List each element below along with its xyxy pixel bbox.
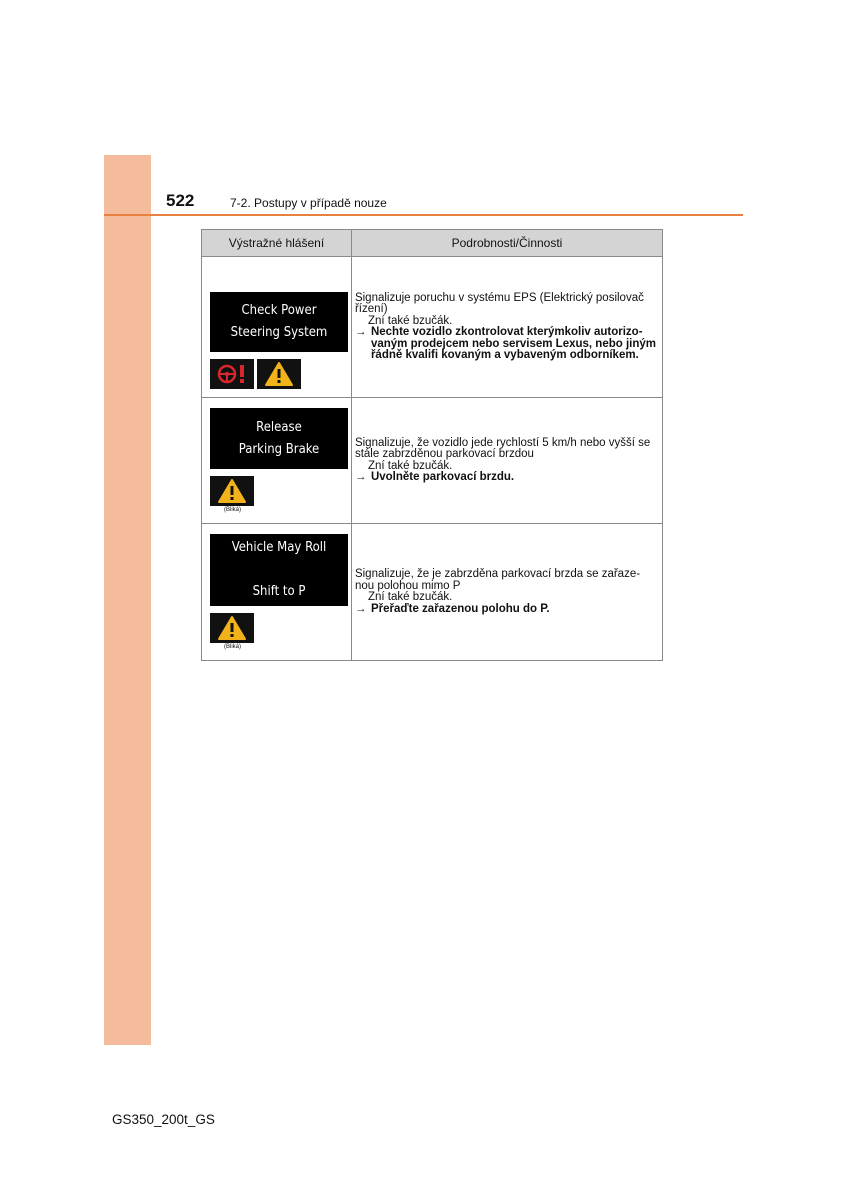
detail-line: Signalizuje, že vozidlo jede rychlostí 5 km/h nebo vyšší se xyxy=(354,436,651,449)
indicator-icons xyxy=(210,476,351,506)
screen-line: Shift to P xyxy=(252,584,306,599)
details-cell xyxy=(351,257,662,398)
screen-line: Release xyxy=(256,419,302,435)
table-row xyxy=(202,257,663,398)
detail-line: nou polohou mimo P xyxy=(354,579,461,592)
arrow-icon: → xyxy=(354,602,367,615)
indicator-icons xyxy=(210,359,351,389)
master-warning-icon xyxy=(257,359,301,389)
message-cell xyxy=(202,524,352,661)
screen-line: Vehicle May Roll xyxy=(231,540,327,555)
detail-line: Signalizuje, že je zabrzděna parkovací brzda se zařaze- xyxy=(354,568,641,580)
master-warning-icon xyxy=(210,476,254,506)
warning-table xyxy=(201,229,663,661)
column-header-details: Podrobnosti/Činnosti xyxy=(351,230,662,257)
table-header-row xyxy=(202,230,663,257)
arrow-icon: → xyxy=(354,326,367,338)
action-line: Přeřaďte zařazenou polohu do P. xyxy=(370,602,550,615)
action-instruction xyxy=(355,604,656,616)
arrow-icon: → xyxy=(354,471,367,483)
action-line: řádně kvalifi kovaným a vybaveným odborníkem. xyxy=(370,349,639,361)
screen-line xyxy=(210,559,348,581)
section-title: 7-2. Postupy v případě nouze xyxy=(230,196,387,210)
action-line: Nechte vozidlo zkontrolovat kterýmkoliv autorizo- xyxy=(370,326,643,338)
blink-label: (Bliká) xyxy=(224,644,242,650)
buzzer-note: Zní také bzučák. xyxy=(367,459,453,472)
action-instruction xyxy=(355,472,656,484)
side-color-band xyxy=(104,155,151,1045)
detail-line: Signalizuje poruchu v systému EPS (Elektrický posilovač xyxy=(354,291,644,304)
action-instruction xyxy=(355,327,656,362)
column-header-message: Výstražné hlášení xyxy=(202,230,352,257)
detail-line: řízení) xyxy=(354,303,388,315)
detail-line: stále zabrzděnou parkovací brzdou xyxy=(354,448,534,460)
message-cell xyxy=(202,398,352,524)
table-row xyxy=(202,524,663,661)
blink-label: (Bliká) xyxy=(224,507,242,513)
buzzer-note: Zní také bzučák. xyxy=(367,314,453,327)
page-number: 522 xyxy=(166,191,195,210)
warning-screen xyxy=(210,534,348,606)
indicator-icons xyxy=(210,613,351,643)
warning-screen xyxy=(210,292,348,352)
message-cell xyxy=(202,257,352,398)
action-line: vaným prodejcem nebo servisem Lexus, nebo jiným xyxy=(370,337,656,350)
screen-line: Check Power xyxy=(241,303,317,318)
screen-line: Steering System xyxy=(230,325,328,340)
master-warning-icon xyxy=(210,613,254,643)
warning-screen xyxy=(210,408,348,469)
buzzer-note: Zní také bzučák. xyxy=(367,591,453,603)
details-cell xyxy=(351,398,662,524)
steering-warning-icon xyxy=(210,359,254,389)
action-line: Uvolněte parkovací brzdu. xyxy=(370,471,515,483)
details-cell xyxy=(351,524,662,661)
footer-model: GS350_200t_GS xyxy=(112,1112,215,1127)
header-rule xyxy=(104,214,743,216)
table-row xyxy=(202,398,663,524)
screen-line: Parking Brake xyxy=(238,441,320,457)
